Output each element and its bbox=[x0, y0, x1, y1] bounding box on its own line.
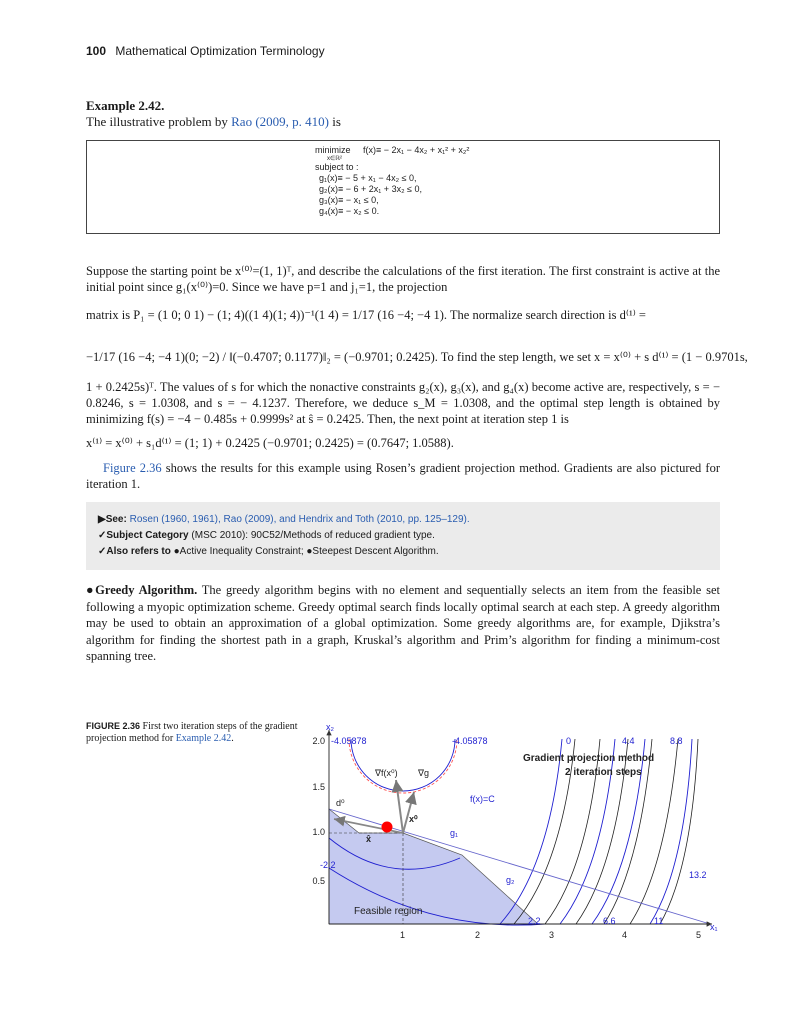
math-line-projection: matrix is P₁ = (1 0; 0 1) − (1; 4)((1 4)(1; 4))⁻¹(1 4) = 1/17 (16 −4; −4 1). The normalize search direction is d⁽¹⁾ = bbox=[86, 308, 646, 322]
also-refers-line: ✓Also refers to ●Active Inequality Constraint; ●Steepest Descent Algorithm. bbox=[98, 546, 439, 557]
svg-text:4.4: 4.4 bbox=[622, 736, 635, 746]
figure-caption: FIGURE 2.36 First two iteration steps of the gradient projection method for Example 2.42. bbox=[86, 721, 298, 744]
dashed-circle bbox=[349, 739, 457, 793]
x-tick-4: 4 bbox=[622, 930, 628, 940]
problem-box bbox=[86, 140, 720, 234]
svg-text:-4.05878: -4.05878 bbox=[331, 736, 367, 746]
example-title: Example 2.42. bbox=[86, 98, 165, 113]
greedy-entry bbox=[86, 582, 720, 665]
subject-line: ✓Subject Category (MSC 2010): 90C52/Methods of reduced gradient type. bbox=[98, 530, 435, 541]
y-tick-15: 1.5 bbox=[312, 782, 325, 792]
grad-g-vector bbox=[403, 792, 414, 833]
svg-text:-2.2: -2.2 bbox=[320, 860, 336, 870]
x-axis-label: x₁ bbox=[710, 922, 718, 932]
label-g2: g₂ bbox=[506, 875, 515, 885]
label-d0: d⁰ bbox=[336, 798, 345, 808]
svg-text:0: 0 bbox=[566, 736, 572, 746]
paragraph-2: 1 + 0.2425s)ᵀ. The values of s for which the nonactive constraints g₂(x), g₃(x), and g₄(x) become active are, respectively, s = − 0.8246, s = 1.0308, and s = − 4.1237. Therefore, we deduce s_M = 1.0308, and the optimal step length is obtained by minimizing f(s) = −4 − 0.485s + 0.9999s² at ŝ = 0.2425. Then, the next point at iteration step 1 is bbox=[86, 380, 720, 426]
math-line-direction: −1/17 (16 −4; −4 1)(0; −2) / ‖(−0.4707; 0.1177)‖₂ = (−0.9701; 0.2425). To find the step length, we set x = x⁽⁰⁾ + s d⁽¹⁾ = (1 − 0.9701s, bbox=[86, 350, 748, 364]
page-number: 100 bbox=[86, 44, 107, 58]
see-line: ▶See: Rosen (1960, 1961), Rao (2009), and Hendrix and Toth (2010, pp. 125–129). bbox=[98, 514, 470, 525]
x-tick-1: 1 bbox=[400, 930, 406, 940]
y-tick-10: 1.0 bbox=[312, 827, 325, 837]
svg-text:8.8: 8.8 bbox=[670, 736, 683, 746]
objective: f(x)≡ − 2x₁ − 4x₂ + x₁² + x₂² bbox=[363, 145, 470, 155]
constraint-g4: g₄(x)≡ − x₂ ≤ 0. bbox=[319, 206, 380, 216]
problem-statement bbox=[315, 145, 469, 217]
x-tick-5: 5 bbox=[696, 930, 702, 940]
y-tick-05: 0.5 bbox=[312, 876, 325, 886]
example-intro: The illustrative problem by Rao (2009, p. 410) is bbox=[86, 114, 341, 129]
svg-text:-4.05878: -4.05878 bbox=[452, 736, 488, 746]
y-axis-label: x₂ bbox=[326, 722, 334, 732]
running-title: Mathematical Optimization Terminology bbox=[115, 44, 325, 58]
svg-text:11: 11 bbox=[654, 916, 664, 926]
math-line-next-point: x⁽¹⁾ = x⁽⁰⁾ + s₁d⁽¹⁾ = (1; 1) + 0.2425 (−0.9701; 0.2425) = (0.7647; 1.0588). bbox=[86, 436, 454, 450]
label-fxc: f(x)=C bbox=[470, 794, 495, 804]
grad-f-vector bbox=[396, 780, 403, 833]
see-refs[interactable]: Rosen (1960, 1961), Rao (2009), and Hendrix and Toth (2010, pp. 125–129). bbox=[126, 514, 470, 525]
constraint-g3: g₃(x)≡ − x₁ ≤ 0, bbox=[319, 195, 379, 205]
minimize-label: minimize bbox=[315, 145, 351, 155]
greedy-text: The greedy algorithm begins with no element and sequentially selects an item from the feasible set following a myopic optimization scheme. Greedy optimal search finds locally optimal search at each step. A greedy algorithm may be used to obtain an approximation of a global optimization. Some greedy algorithms are, for example, Djikstra’s algorithm for finding the shortest path in a graph, Kruskal’s algorithm and Prim’s algorithm for finding a minimum-cost spanning tree. bbox=[86, 583, 720, 663]
contour-small bbox=[351, 739, 455, 791]
paragraph-1: Suppose the starting point be x⁽⁰⁾=(1, 1)ᵀ, and describe the calculations of the first iteration. The first constraint is active at the initial point since g₁(x⁽⁰⁾)=0. Since we have p=1 and j₁=1, the projection bbox=[86, 264, 720, 294]
chart-title: Gradient projection method bbox=[523, 753, 655, 764]
running-header bbox=[86, 44, 325, 58]
label-xhat: x̂ bbox=[366, 834, 372, 844]
constraint-g1: g₁(x)≡ − 5 + x₁ − 4x₂ ≤ 0, bbox=[319, 173, 417, 183]
point-xhat bbox=[382, 822, 393, 833]
paragraph-3: Figure 2.36 shows the results for this example using Rosen’s gradient projection method. Gradients are also pictured for iteration 1. bbox=[86, 461, 720, 491]
y-tick-20: 2.0 bbox=[312, 736, 325, 746]
constraint-g2: g₂(x)≡ − 6 + 2x₁ + 3x₂ ≤ 0, bbox=[319, 184, 423, 194]
chart-subtitle: 2 iteration steps bbox=[565, 767, 642, 778]
svg-text:2.2: 2.2 bbox=[528, 916, 541, 926]
example-link[interactable]: Example 2.42 bbox=[175, 733, 232, 744]
figure-label: FIGURE 2.36 bbox=[86, 721, 141, 731]
label-feasible: Feasible region bbox=[354, 906, 423, 917]
x-ticks bbox=[400, 930, 701, 940]
svg-text:13.2: 13.2 bbox=[689, 870, 707, 880]
label-x0: x⁰ bbox=[409, 814, 418, 824]
label-grad-f: ∇f(x⁰) bbox=[375, 768, 398, 778]
see-also-box bbox=[86, 502, 720, 570]
label-grad-g: ∇g bbox=[418, 768, 430, 778]
x-tick-2: 2 bbox=[475, 930, 481, 940]
label-g1: g₁ bbox=[450, 828, 459, 838]
svg-text:6.6: 6.6 bbox=[603, 916, 616, 926]
rao-link[interactable]: Rao (2009, p. 410) bbox=[231, 114, 329, 129]
greedy-title: ●Greedy Algorithm. bbox=[86, 583, 198, 597]
subject-to-label: subject to : bbox=[315, 162, 359, 172]
figure-link[interactable]: Figure 2.36 bbox=[103, 461, 162, 475]
gradient-projection-figure bbox=[300, 718, 720, 948]
domain-subscript: x∈ℝ² bbox=[327, 156, 342, 162]
x-tick-3: 3 bbox=[549, 930, 555, 940]
